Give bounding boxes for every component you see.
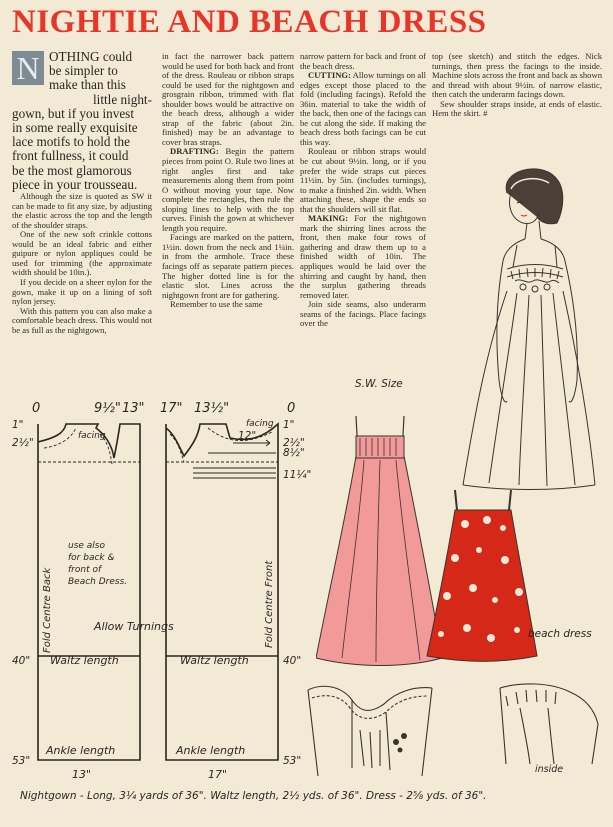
beach-dress-label: beach dress	[528, 628, 592, 640]
inside-detail-sketch	[490, 668, 605, 768]
text-column-3	[300, 52, 426, 329]
red-beach-dress-sketch	[425, 488, 540, 663]
pattern-label: 0	[32, 401, 41, 416]
paragraph: Although the size is quoted as SW it can be made to fit any size, by adjusting the elastic across the top and the length of the shoulder straps.	[12, 191, 152, 230]
pattern-label: Waltz length	[180, 654, 249, 667]
sw-size-label: S.W. Size	[355, 378, 403, 390]
pattern-label: Fold Centre Front	[264, 560, 275, 648]
paragraph: in fact the narrower back pattern would be used for both back and front of the dress. Rouleau or ribbon straps could be used for the nightgown and grosgrain ribbon, trimmed with flat shoulder bows would be attractive on the beach dress, although a wider strap of the fabric (about 2in. finished) may be an advantage to cover bras straps.	[162, 51, 294, 147]
text-column-2	[162, 52, 294, 310]
paragraph: Facings are marked on the pattern, 1½in. down from the neck and 1¼in. in from the armhole. Trace these facings off as separate pattern pieces. The higher dotted line is for the elastic slot. Lines across the nightgown front are for gathering.	[162, 232, 294, 300]
pattern-label: facing	[78, 431, 106, 441]
paragraph: With this pattern you can also make a comfortable beach dress. This would not be as full as the nightgown,	[12, 305, 152, 335]
drop-cap: N	[12, 51, 44, 85]
pattern-label: 1"	[283, 419, 295, 431]
pattern-label: 40"	[12, 655, 31, 667]
paragraph: CUTTING: Allow turnings on all edges except those placed to the fold (including facings). Refold the 36in. material to take the width of the back, then one of the facings can be cut along the side. If making the beach dress both facings can be cut this way.	[300, 70, 426, 147]
drafting-heading: DRAFTING:	[170, 146, 219, 157]
text-column-4	[432, 52, 602, 119]
pattern-label: Fold Centre Back	[42, 567, 53, 653]
pattern-label: 9½"	[94, 401, 121, 416]
intro-text: OTHING could be simpler to make than this little night- gown, but if you invest in some really exquisite lace motifs to hold the front fullness, it could be the most glamorous piece in your trousseau.	[12, 49, 152, 192]
pattern-label: 2½"	[12, 437, 34, 449]
pattern-label: Allow Turnings	[94, 620, 174, 633]
facing-detail-sketch	[300, 670, 440, 780]
yardage-footer: Nightgown - Long, 3¼ yards of 36". Waltz length, 2½ yds. of 36". Dress - 2⅝ yds. of 36".	[20, 790, 487, 802]
pattern-diagram	[8, 398, 314, 783]
pattern-label: 8½"	[283, 447, 305, 459]
pattern-label: 1"	[12, 419, 24, 431]
pattern-label: 53"	[12, 755, 31, 767]
pattern-label: 13"	[72, 768, 92, 781]
pattern-label: 17"	[160, 401, 183, 416]
cutting-heading: CUTTING:	[308, 70, 351, 81]
pattern-label: 11¼"	[283, 469, 312, 481]
pattern-label: facing	[246, 419, 274, 429]
paragraph: Join side seams, also underarm seams of the facings. Place facings over the	[300, 299, 426, 329]
paragraph: Remember to use the same	[170, 299, 263, 310]
paragraph: If you decide on a sheer nylon for the gown, make it up on a lining of soft nylon jersey.	[12, 276, 152, 307]
paragraph: DRAFTING: Begin the pattern pieces from point O. Rule two lines at right angles first and take measurements along them from point O without moving your tape. Now complete the rectangles, then rule the sloping lines to help with the top curves. Finish the gown at whichever length you require.	[162, 146, 295, 233]
paragraph: top (see sketch) and stitch the edges. Nick turnings, then press the facings to the inside. Machine slots across the front and back as shown and thread with about 9½in. of narrow elastic, then catch the underarm facings down.	[432, 51, 602, 100]
pattern-note: Beach Dress.	[68, 577, 128, 587]
pattern-label: Waltz length	[50, 654, 119, 667]
paragraph: One of the new soft crinkle cottons would be an ideal fabric and either guipure or nylon appliques could be used for trimming (the approximate width should be 10in.).	[12, 229, 152, 278]
making-heading: MAKING:	[308, 213, 349, 224]
pattern-label: 17"	[208, 768, 228, 781]
pattern-label: 40"	[283, 655, 302, 667]
text-column-1	[12, 50, 152, 335]
paragraph: narrow pattern for back and front of the beach dress.	[300, 51, 426, 71]
pattern-label: 2½"	[283, 437, 305, 449]
pattern-label: 53"	[283, 755, 302, 767]
pattern-label: 0	[287, 401, 296, 416]
paragraph: Rouleau or ribbon straps would be cut about 9½in. long, or if you prefer the wide straps cut pieces 11½in. by 5in. (includes turnings), to make a finished 2in. width. When attaching these, shape the ends so that the shoulders will sit flat.	[300, 146, 426, 214]
pattern-label: 13"	[122, 401, 145, 416]
pattern-label: Ankle length	[176, 744, 246, 757]
pattern-label: 13½"	[194, 401, 230, 416]
pattern-label: 12"	[238, 430, 257, 442]
paragraph: Sew shoulder straps inside, at ends of elastic. Hem the skirt. #	[432, 98, 602, 119]
paragraph: MAKING: For the nightgown mark the shirring lines across the front, then make four rows of gathering and draw them up to a finished width of 10in. The appliques would be laid over the shirring and caught by hand, then the surplus gathering threads removed later.	[300, 213, 426, 300]
inside-label: inside	[535, 764, 564, 775]
pattern-note: for back &	[68, 553, 115, 563]
pattern-note: front of	[68, 565, 102, 575]
pattern-label: Ankle length	[46, 744, 116, 757]
nightgown-figure-sketch	[445, 165, 605, 490]
pattern-note: use also	[68, 541, 106, 551]
page-title: NIGHTIE AND BEACH DRESS	[12, 4, 487, 40]
